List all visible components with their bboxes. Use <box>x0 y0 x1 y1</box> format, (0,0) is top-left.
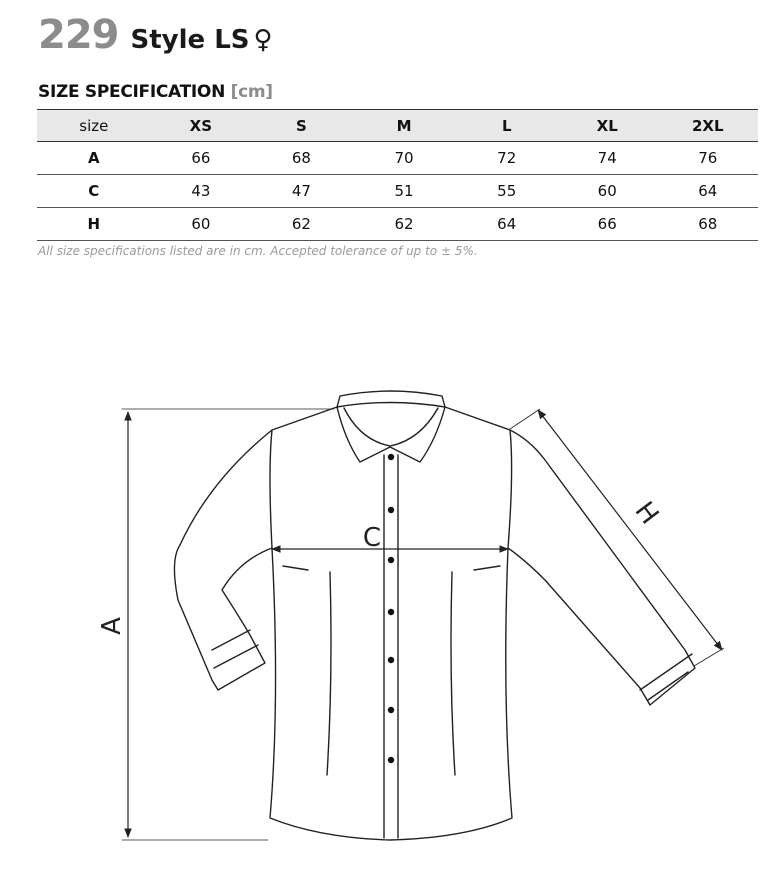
dimension-h-label: H <box>628 496 665 531</box>
column-header: 2XL <box>657 110 758 142</box>
style-number: 229 <box>38 12 119 58</box>
row-label: C <box>37 175 151 208</box>
size-spec-unit: [cm] <box>230 82 273 102</box>
table-cell: 60 <box>557 175 658 208</box>
column-header: XL <box>557 110 658 142</box>
dimension-h-line <box>538 410 722 650</box>
table-cell: 47 <box>251 175 352 208</box>
style-name: Style LS <box>130 25 250 55</box>
table-cell: 66 <box>557 208 658 241</box>
right-sleeve <box>508 430 695 705</box>
table-cell: 68 <box>251 142 352 175</box>
table-cell: 51 <box>352 175 457 208</box>
table-cell: 60 <box>151 208 252 241</box>
table-cell: 62 <box>251 208 352 241</box>
table-cell: 74 <box>557 142 658 175</box>
table-cell: 68 <box>657 208 758 241</box>
column-header: L <box>456 110 557 142</box>
tolerance-note: All size specifications listed are in cm. Accepted tolerance of up to ± 5%. <box>38 244 478 258</box>
left-sleeve <box>174 430 272 690</box>
dimension-c-label: C <box>362 523 382 553</box>
column-header: M <box>352 110 457 142</box>
row-label: H <box>37 208 151 241</box>
dimension-a-label: A <box>97 617 127 635</box>
female-icon: ♀ <box>253 25 273 55</box>
column-header: XS <box>151 110 252 142</box>
column-header: S <box>251 110 352 142</box>
shirt-body <box>270 407 512 840</box>
table-cell: 43 <box>151 175 252 208</box>
column-header: size <box>37 110 151 142</box>
table-cell: 70 <box>352 142 457 175</box>
table-cell: 64 <box>456 208 557 241</box>
shirt-collar <box>337 391 445 407</box>
table-cell: 72 <box>456 142 557 175</box>
table-cell: 55 <box>456 175 557 208</box>
table-cell: 64 <box>657 175 758 208</box>
table-cell: 66 <box>151 142 252 175</box>
size-spec-title: SIZE SPECIFICATION <box>38 82 225 102</box>
table-cell: 76 <box>657 142 758 175</box>
table-cell: 62 <box>352 208 457 241</box>
row-label: A <box>37 142 151 175</box>
